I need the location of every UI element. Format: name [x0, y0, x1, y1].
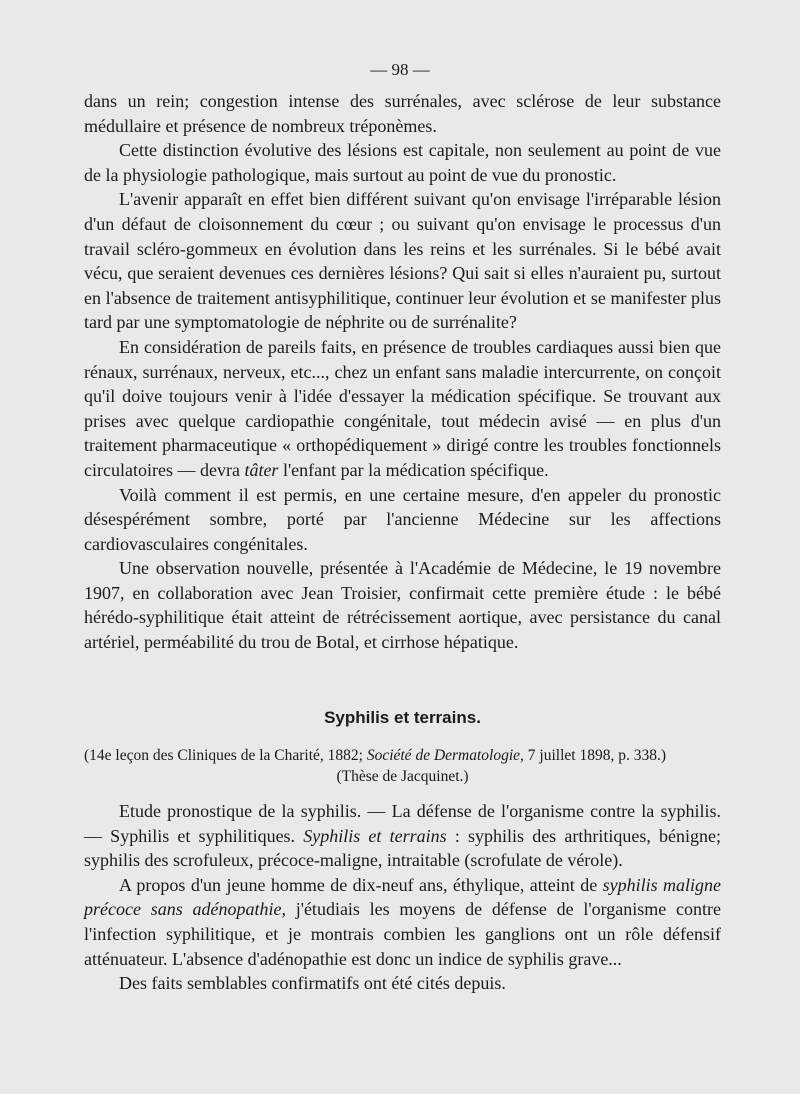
section-paragraph-1	[84, 799, 721, 873]
section-p2-a: A propos d'un jeune homme de dix-neuf ans, éthylique, atteint de	[119, 874, 598, 895]
section-p2-b: j'étudiais les moyens de défense de l'organisme contre l'infection syphilitique, et je montrais combien les ganglions ont un rôle défensif atténuateur. L'absence d'adénopathie est donc un indice de syphilis grave...	[84, 899, 721, 969]
reference-part-a: (14e leçon des Cliniques de la Charité, 1882;	[84, 747, 363, 764]
section-paragraph-3: Des faits semblables confirmatifs ont été cités depuis.	[119, 973, 506, 994]
paragraph-4-tail: l'enfant par la médication spécifique.	[282, 459, 549, 480]
reference-journal: Société de Dermatologie,	[366, 747, 524, 764]
paragraph-2: Cette distinction évolutive des lésions est capitale, non seulement au point de vue de la physiologie pathologique, mais surtout au point de vue du pronostic.	[84, 140, 721, 185]
paragraph-3: L'avenir apparaît en effet bien différent suivant qu'on envisage l'irréparable lésion d'un défaut de cloisonnement du cœur ; ou suivant qu'on envisage le processus d'un travail scléro-gommeux en évolution dans les reins et les surrénales. Si le bébé avait vécu, que seraient devenues ces dernières lésions? Qui sait si elles n'auraient pu, surtout en l'absence de traitement antisyphilitique, continuer leur évolution et se manifester plus tard par une symptomatologie de néphrite ou de surrénalite?	[84, 189, 721, 333]
paragraph-4-italic: tâter	[244, 459, 279, 480]
reference-thesis: (Thèse de Jacquinet.)	[336, 768, 469, 785]
section-reference	[84, 745, 721, 787]
section-body	[84, 799, 721, 996]
reference-part-b: 7 juillet 1898, p. 338.)	[527, 747, 666, 764]
section-title: Syphilis et terrains.	[324, 708, 481, 727]
paragraph-4-text: En considération de pareils faits, en présence de troubles cardiaques aussi bien que rénaux, surrénaux, nerveux, etc..., chez un enfant sans maladie intercurrente, on conçoit qu'il doive toujours venir à l'idée d'essayer la médication spécifique. Se trouvant aux prises avec quelque cardiopathie congénitale, tout médecin avisé — en plus d'un traitement pharmaceutique « orthopédiquement » dirigé contre les troubles fonctionnels circulatoires — devra	[84, 336, 721, 480]
paragraph-4	[84, 335, 721, 483]
main-text	[84, 89, 721, 655]
paragraph-6: Une observation nouvelle, présentée à l'Académie de Médecine, le 19 novembre 1907, en collaboration avec Jean Troisier, confirmait cette première étude : le bébé hérédo-syphilitique était atteint de rétrécissement aortique, avec persistance du canal artériel, perméabilité du trou de Botal, et cirrhose hépatique.	[84, 558, 721, 653]
section-p1-italic: Syphilis et terrains	[303, 825, 447, 846]
section-syphilis-terrains	[84, 706, 721, 996]
section-p1-a: Etude pronostique de la syphilis. — La défense de l'organisme contre la syphilis. — Syphilis et syphilitiques.	[84, 801, 721, 846]
section-p1-b: : syphilis des arthritiques, bénigne; syphilis des scrofuleux, précoce-maligne, intraitable (scrofulate de vérole).	[84, 825, 722, 871]
paragraph-5: Voilà comment il est permis, en une certaine mesure, d'en appeler du pronostic désespérément sombre, porté par l'ancienne Médecine sur les affections cardiovasculaires congénitales.	[84, 484, 721, 554]
section-paragraph-2	[84, 873, 721, 971]
section-p2-italic: syphilis maligne précoce sans adénopathie,	[84, 874, 721, 920]
page-number: — 98 —	[370, 60, 430, 79]
paragraph-1: dans un rein; congestion intense des surrénales, avec sclérose de leur substance médullaire et présence de nombreux tréponèmes.	[84, 91, 721, 136]
